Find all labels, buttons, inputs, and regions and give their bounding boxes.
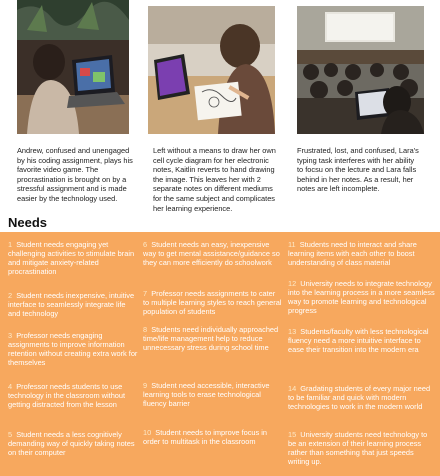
need-text: Professor needs engaging assignments to improve information retention without creating extra work for themselves (8, 331, 138, 367)
need-item (8, 241, 138, 277)
need-item (143, 290, 283, 317)
need-item (288, 328, 436, 355)
photo-kaitlin-drawing (148, 6, 275, 134)
need-item (143, 241, 283, 268)
need-text: Student needs engaging yet challenging activities to stimulate brain and mitigate anxiety-related procrastination (8, 240, 135, 276)
need-number: 4 (8, 382, 13, 391)
need-item (8, 292, 138, 319)
need-number: 11 (288, 240, 296, 249)
need-text: University needs to integrate technology into the learning process in a more seamless way to promote learning and technological progress (288, 279, 435, 315)
need-text: Students/faculty with less technological fluency need a more intuitive interface to ease their transition into the modern era (288, 327, 429, 354)
need-number: 5 (8, 430, 13, 439)
need-text: Students need to interact and share learning items with each other to boost understanding of class material (288, 240, 417, 267)
need-number: 14 (288, 384, 297, 393)
need-text: Student need accessible, interactive learning tools to erase technological fluency barrier (143, 381, 270, 408)
need-number: 1 (8, 240, 13, 249)
need-item (8, 383, 138, 410)
caption-lara: Frustrated, lost, and confused, Lara's typing task interferes with her ability to focsu on the lecture and Lara falls behind in her notes. As a result, her notes are left incomplete. (297, 146, 419, 194)
needs-panel (0, 232, 440, 476)
need-text: Student needs an easy, inexpensive way to get mental assistance/guidance so they can more efficiently do schoolwork (143, 240, 280, 267)
need-number: 10 (143, 428, 152, 437)
need-item (143, 326, 283, 353)
need-text: Gradating students of every major need to be familiar and quick with modern technologies to work in the modern world (288, 384, 431, 411)
needs-heading: Needs (8, 215, 48, 230)
need-item (143, 382, 283, 409)
need-number: 13 (288, 327, 297, 336)
need-text: Student needs to improve focus in order to multitask in the classroom (143, 428, 268, 446)
need-text: Student needs a less cognitively demanding way of quickly taking notes on their computer (8, 430, 135, 457)
need-number: 15 (288, 430, 297, 439)
need-number: 6 (143, 240, 148, 249)
need-text: Professor needs students to use technology in the classroom without getting distracted from the lesson (8, 382, 126, 409)
need-text: University students need technology to be an extension of their learning process rather than something that just speeds writing up. (288, 430, 428, 466)
photo-lara-lecture (297, 6, 424, 134)
need-item (8, 431, 138, 458)
need-text: Students need individually approached time/life management help to reduce unnecessary stress during school time (143, 325, 279, 352)
caption-andrew: Andrew, confused and unengaged by his coding assignment, plays his favorite video game. The procrastination is brought on by a stressful assignment and is made easier by the technology used. (17, 146, 133, 203)
photo-andrew-gaming (17, 0, 129, 134)
need-item (288, 385, 436, 412)
storyboard (0, 0, 440, 212)
need-item (288, 431, 436, 467)
need-number: 3 (8, 331, 13, 340)
need-item (288, 241, 436, 268)
need-item (8, 332, 138, 368)
need-text: Professor needs assignments to cater to multiple learning styles to reach general population of students (143, 289, 282, 316)
need-number: 9 (143, 381, 148, 390)
need-item (288, 280, 436, 316)
need-item (143, 429, 283, 447)
need-text: Student needs inexpensive, intuitive interface to seamlessly integrate life and technology (8, 291, 135, 318)
caption-kaitlin: Left without a means to draw her own cell cycle diagram for her electronic notes, Kaitlin reverts to hand drawing the image. This leaves her with 2 separate notes on different mediums for the same subject and complicates her learning experience. (153, 146, 276, 213)
need-number: 2 (8, 291, 13, 300)
need-number: 8 (143, 325, 148, 334)
need-number: 12 (288, 279, 297, 288)
need-number: 7 (143, 289, 148, 298)
